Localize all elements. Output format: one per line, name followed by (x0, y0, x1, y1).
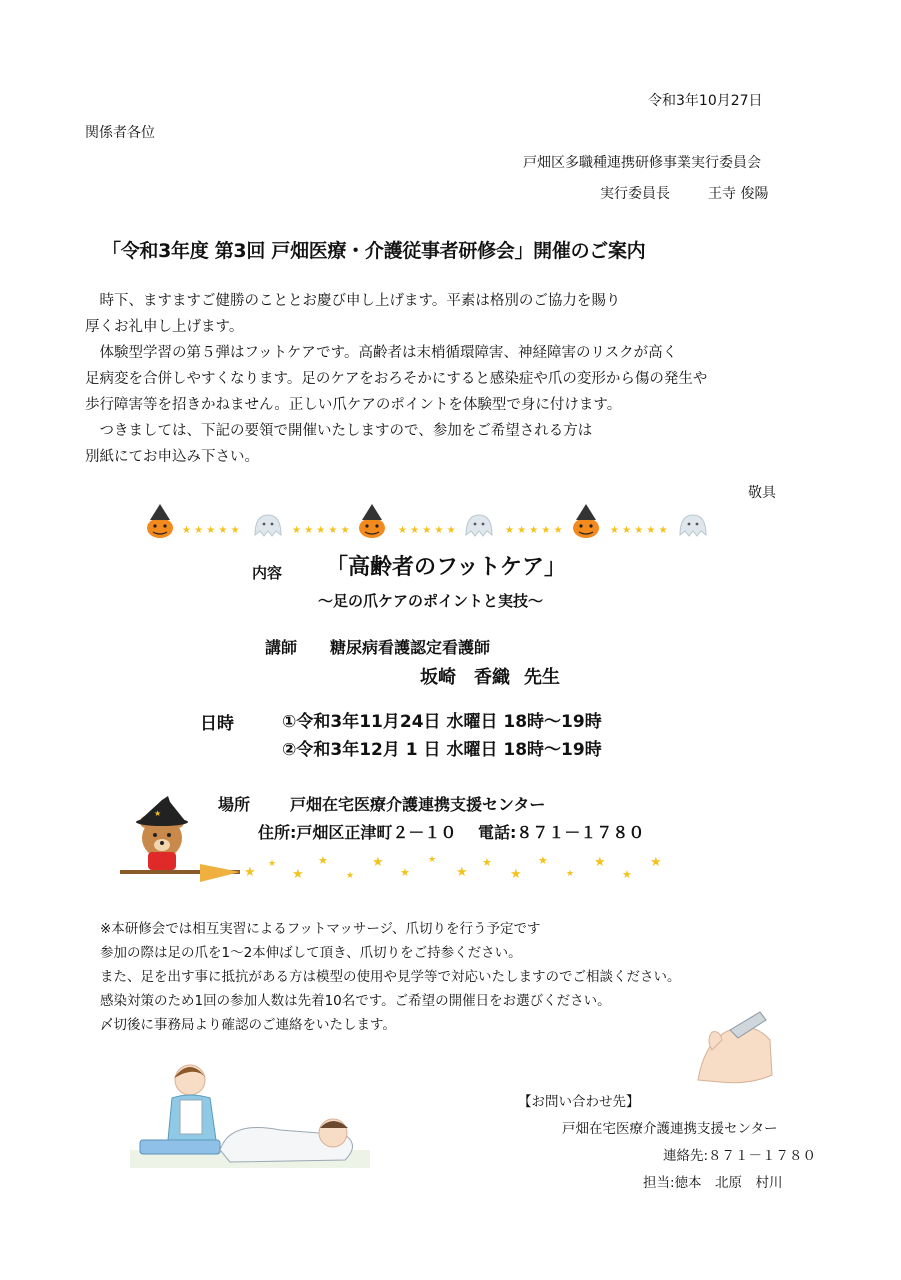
datetime-option-1: ①令和3年11月24日 水曜日 18時～19時 (282, 712, 602, 732)
address-phone: 住所:戸畑区正津町２－１０ 電話:８７１－１７８０ (258, 823, 645, 842)
lecturer-label: 講師 (265, 638, 298, 657)
datetime-option-2: ②令和3年12月 1 日 水曜日 18時～19時 (282, 740, 602, 760)
chair-name: 王寺 俊陽 (708, 186, 769, 202)
body-line: 体験型学習の第５弾はフットケアです。高齢者は末梢循環障害、神経障害のリスクが高く (85, 345, 678, 361)
note-line: 参加の際は足の爪を1～2本伸ばして頂き、爪切りをご持参ください。 (100, 945, 522, 961)
svg-text:★ ★ ★ ★ ★: ★ ★ ★ ★ ★ (292, 525, 350, 536)
contact-phone: 連絡先:８７１－１７８０ (663, 1148, 817, 1164)
contact-organization: 戸畑在宅医療介護連携支援センター (562, 1121, 778, 1137)
svg-text:★: ★ (372, 855, 384, 870)
body-line: 別紙にてお申込み下さい。 (85, 449, 259, 465)
svg-text:★: ★ (622, 868, 632, 881)
document-date: 令和3年10月27日 (648, 93, 763, 109)
svg-text:★: ★ (292, 867, 304, 882)
note-line: 感染対策のため1回の参加人数は先着10名です。ご希望の開催日をお選びください。 (100, 993, 611, 1009)
svg-text:★: ★ (510, 867, 522, 882)
chair-title: 実行委員長 (600, 186, 670, 202)
svg-text:★ ★ ★ ★ ★: ★ ★ ★ ★ ★ (610, 525, 668, 536)
svg-text:★: ★ (268, 859, 277, 869)
lecturer-name: 坂崎 香織 (420, 667, 510, 688)
document-title: 「令和3年度 第3回 戸畑医療・介護従事者研修会」開催のご案内 (102, 240, 646, 262)
svg-text:★: ★ (400, 866, 410, 879)
content-label: 内容 (252, 564, 283, 582)
lecturer-role: 糖尿病看護認定看護師 (330, 638, 491, 657)
content-title: 「高齢者のフットケア」 (326, 555, 567, 580)
note-line: また、足を出す事に抵抗がある方は模型の使用や見学等で対応いたしますのでご相談ください。 (100, 969, 681, 985)
addressee: 関係者各位 (85, 125, 155, 141)
contact-staff: 担当:徳本 北原 村川 (643, 1175, 783, 1191)
svg-text:★: ★ (244, 865, 256, 880)
svg-text:★: ★ (538, 854, 548, 867)
svg-text:★: ★ (346, 871, 355, 881)
place-label: 場所 (218, 795, 251, 814)
body-line: 時下、ますますご健勝のこととお慶び申し上げます。平素は格別のご協力を賜り (85, 293, 621, 309)
svg-text:★: ★ (566, 869, 575, 879)
svg-text:★ ★ ★ ★ ★: ★ ★ ★ ★ ★ (182, 525, 240, 536)
svg-text:★ ★ ★ ★ ★: ★ ★ ★ ★ ★ (505, 525, 563, 536)
note-line: ※本研修会では相互実習によるフットマッサージ、爪切りを行う予定です (100, 921, 541, 937)
svg-text:★: ★ (456, 865, 468, 880)
svg-text:★ ★ ★ ★ ★: ★ ★ ★ ★ ★ (398, 525, 456, 536)
datetime-label: 日時 (200, 714, 234, 734)
lecturer-honorific: 先生 (524, 667, 560, 688)
svg-text:★: ★ (482, 856, 492, 869)
closing-word: 敬具 (748, 485, 776, 501)
body-line: 歩行障害等を招きかねません。正しい爪ケアのポイントを体験型で身に付けます。 (85, 397, 622, 413)
content-subtitle: ～足の爪ケアのポイントと実技～ (318, 592, 544, 610)
body-line: 厚くお礼申し上げます。 (85, 319, 244, 335)
body-line: つきましては、下記の要領で開催いたしますので、参加をご希望される方は (85, 423, 593, 439)
svg-text:★: ★ (318, 854, 328, 867)
nurse-patient-icon (130, 1065, 370, 1168)
place-name: 戸畑在宅医療介護連携支援センター (290, 795, 546, 814)
body-line: 足病変を合併しやすくなります。足のケアをおろそかにすると感染症や爪の変形から傷の発生や (85, 371, 708, 387)
note-line: 〆切後に事務局より確認のご連絡をいたします。 (100, 1017, 396, 1033)
svg-text:★: ★ (428, 855, 437, 865)
sender-organization: 戸畑区多職種連携研修事業実行委員会 (523, 155, 761, 171)
svg-text:★: ★ (594, 855, 606, 870)
svg-text:★: ★ (154, 809, 162, 818)
svg-text:★: ★ (650, 855, 662, 870)
contact-heading: 【お問い合わせ先】 (518, 1094, 640, 1110)
